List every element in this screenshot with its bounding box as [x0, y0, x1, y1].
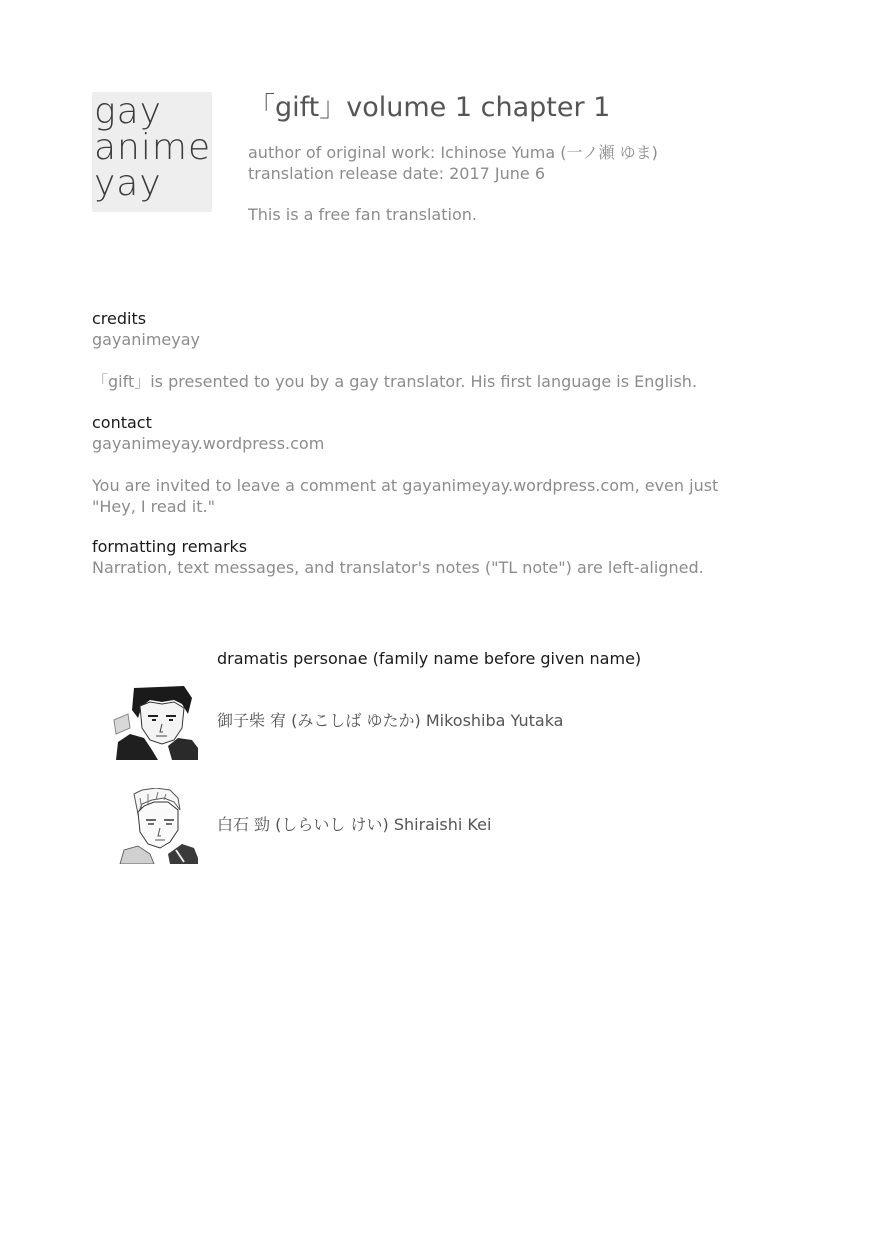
meta-block [248, 142, 808, 184]
logo-line-3: yay [94, 163, 162, 204]
logo-line-1: gay [94, 91, 162, 132]
contact-note-line-1: You are invited to leave a comment at gayanimeyay.wordpress.com, even just [92, 476, 719, 495]
cast-member-name: 白石 勁 (しらいし けい) Shiraishi Kei [217, 815, 492, 834]
shiraishi-portrait [112, 788, 198, 864]
cast-member-name: 御子柴 宥 (みこしば ゆたか) Mikoshiba Yutaka [217, 711, 564, 730]
mikoshiba-portrait [112, 684, 198, 760]
credits-section [92, 308, 732, 392]
credits-name: gayanimeyay [92, 330, 200, 349]
page-title: 「gift」volume 1 chapter 1 [248, 92, 611, 123]
gayanimeyay-logo [92, 92, 212, 212]
formatting-text: Narration, text messages, and translator's notes ("TL note") are left-aligned. [92, 558, 704, 577]
formatting-heading: formatting remarks [92, 537, 248, 556]
logo-line-2: anime [94, 127, 212, 168]
contact-site: gayanimeyay.wordpress.com [92, 434, 325, 453]
contact-heading: contact [92, 413, 152, 432]
title-block [248, 88, 808, 225]
cast-heading: dramatis personae (family name before given name) [217, 649, 642, 668]
contact-note-line-2: "Hey, I read it." [92, 497, 215, 516]
cast-member-row [112, 684, 712, 764]
credits-heading: credits [92, 309, 147, 328]
contact-section [92, 412, 732, 517]
formatting-section [92, 536, 732, 578]
release-date-line: translation release date: 2017 June 6 [248, 164, 546, 183]
credits-note: 「gift」is presented to you by a gay translator. His first language is English. [92, 372, 698, 391]
free-translation-note: This is a free fan translation. [248, 205, 477, 224]
cast-member-row [112, 788, 712, 868]
author-line: author of original work: Ichinose Yuma (一ノ瀬 ゆま) [248, 143, 658, 162]
